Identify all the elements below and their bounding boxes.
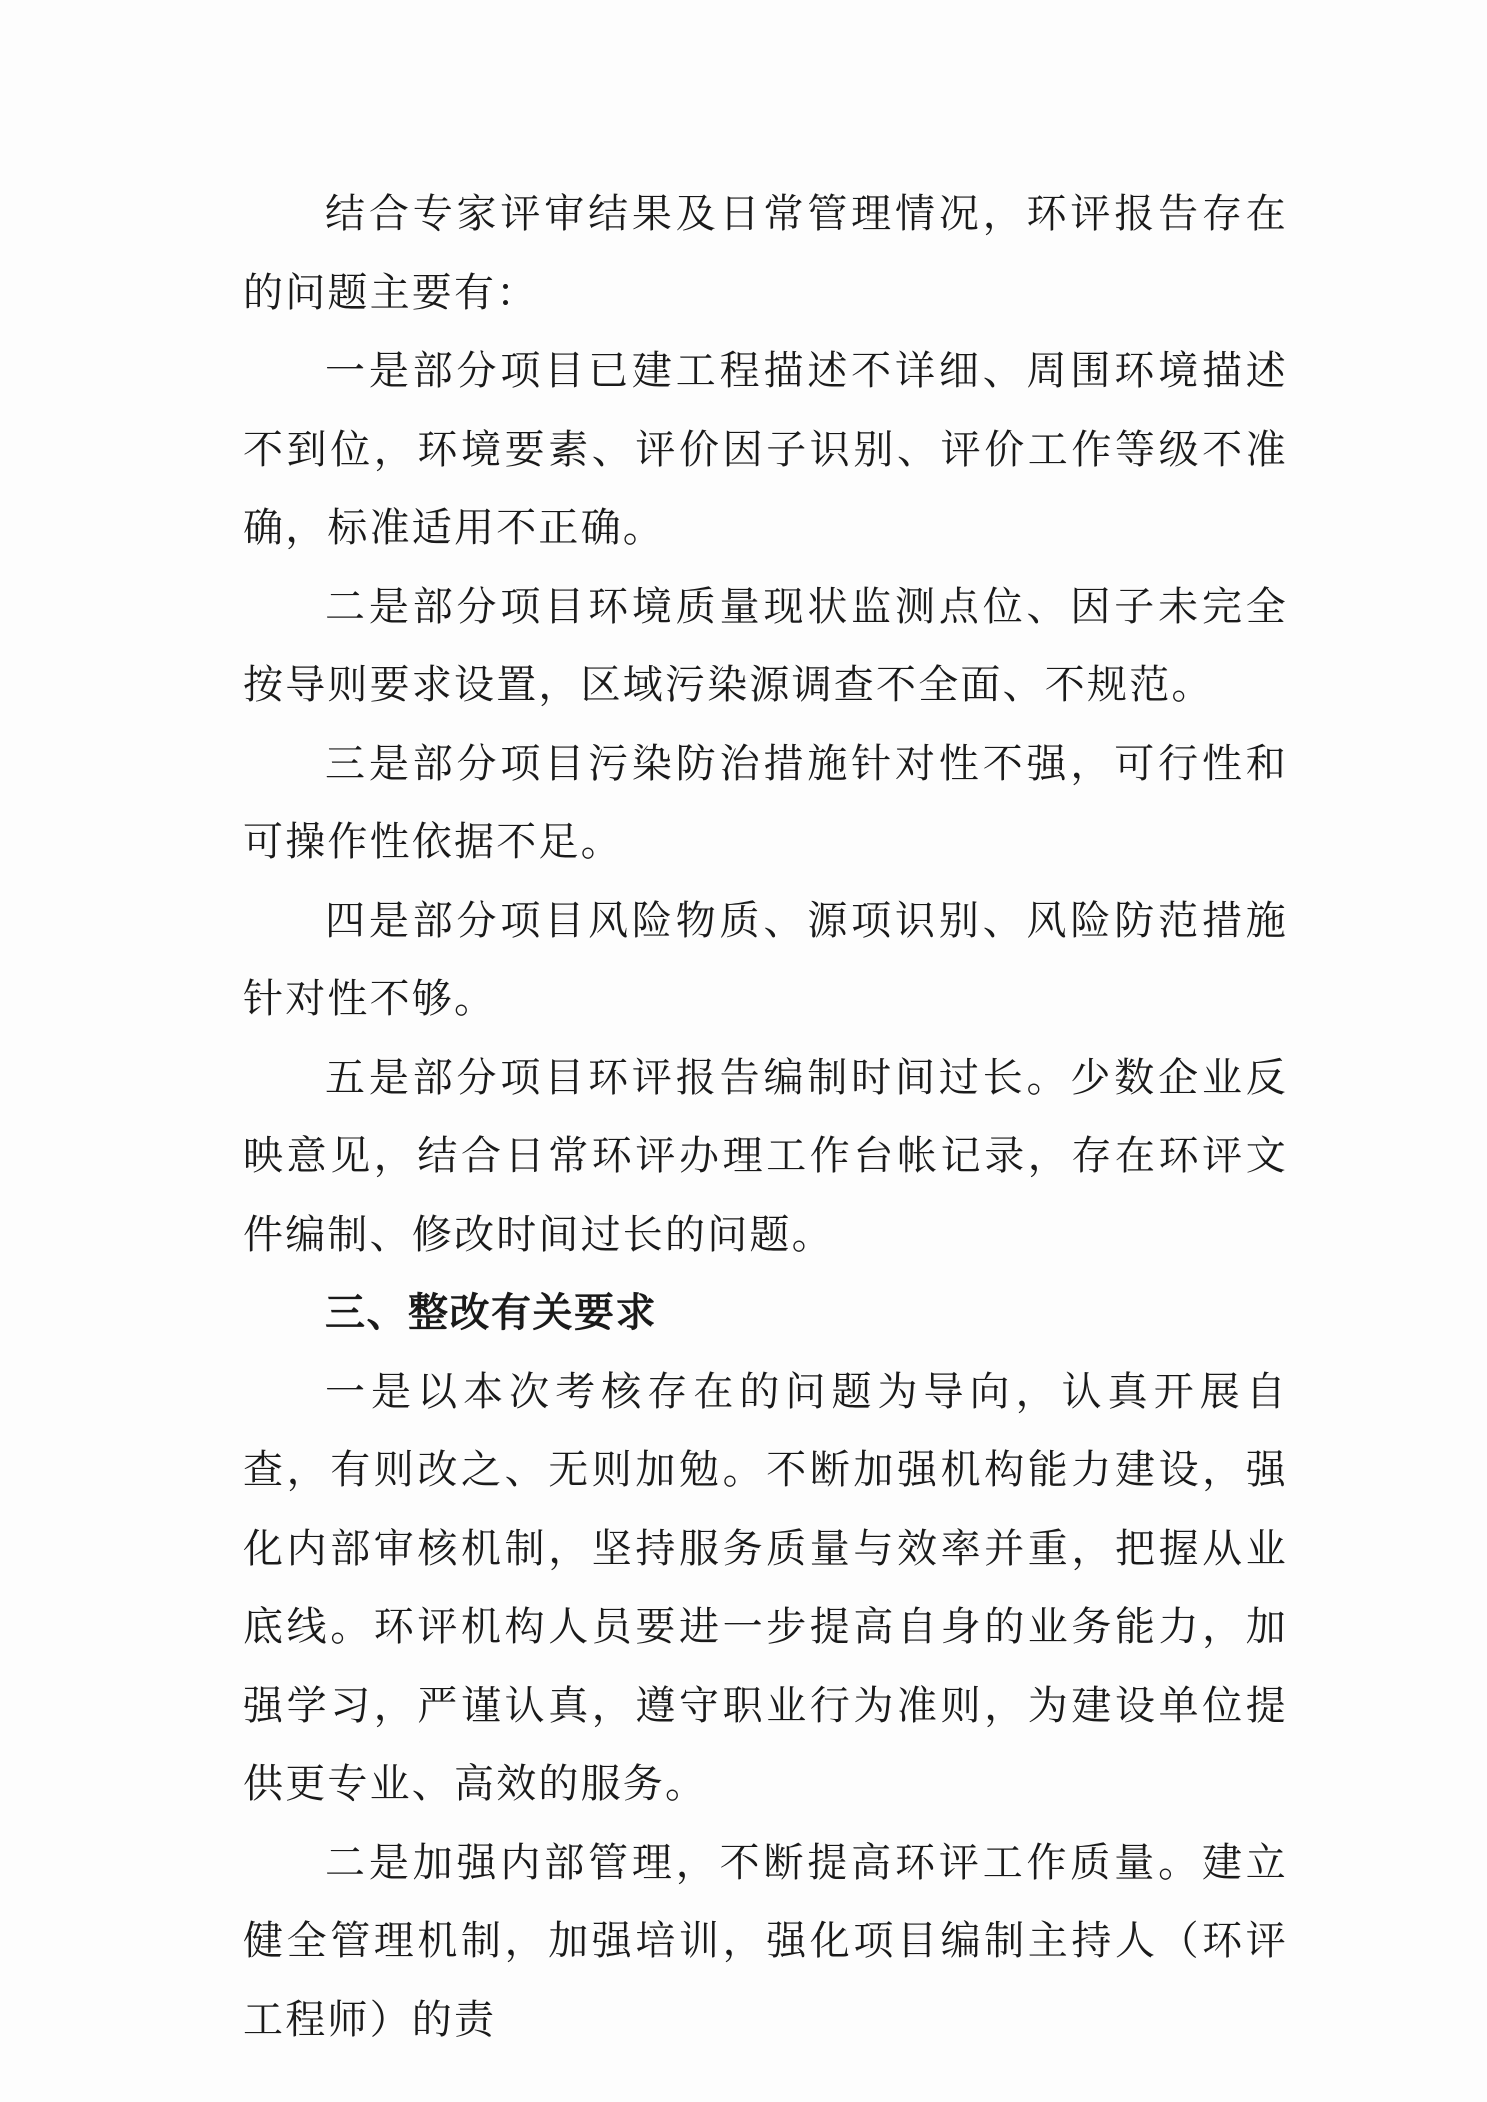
document-body xyxy=(243,175,1288,2059)
paragraph-issue-2: 二是部分项目环境质量现状监测点位、因子未完全按导则要求设置，区域污染源调查不全面、不规范。 xyxy=(243,583,1288,708)
paragraph-issue-3: 三是部分项目污染防治措施针对性不强，可行性和可操作性依据不足。 xyxy=(243,740,1288,865)
paragraph-requirement-2: 二是加强内部管理，不断提高环评工作质量。建立健全管理机制，加强培训，强化项目编制主持人（环评工程师）的责 xyxy=(243,1839,1288,2043)
paragraph-requirement-1: 一是以本次考核存在的问题为导向，认真开展自查，有则改之、无则加勉。不断加强机构能力建设，强化内部审核机制，坚持服务质量与效率并重，把握从业底线。环评机构人员要进一步提高自身的业务能力，加强学习，严谨认真，遵守职业行为准则，为建设单位提供更专业、高效的服务。 xyxy=(243,1368,1288,1807)
paragraph-intro: 结合专家评审结果及日常管理情况，环评报告存在的问题主要有： xyxy=(243,191,1288,316)
paragraph-issue-4: 四是部分项目风险物质、源项识别、风险防范措施针对性不够。 xyxy=(243,897,1288,1022)
section-heading: 三、整改有关要求 xyxy=(325,1290,657,1336)
paragraph-issue-5: 五是部分项目环评报告编制时间过长。少数企业反映意见，结合日常环评办理工作台帐记录，存在环评文件编制、修改时间过长的问题。 xyxy=(243,1054,1288,1258)
paragraph-issue-1: 一是部分项目已建工程描述不详细、周围环境描述不到位，环境要素、评价因子识别、评价工作等级不准确，标准适用不正确。 xyxy=(243,348,1288,551)
